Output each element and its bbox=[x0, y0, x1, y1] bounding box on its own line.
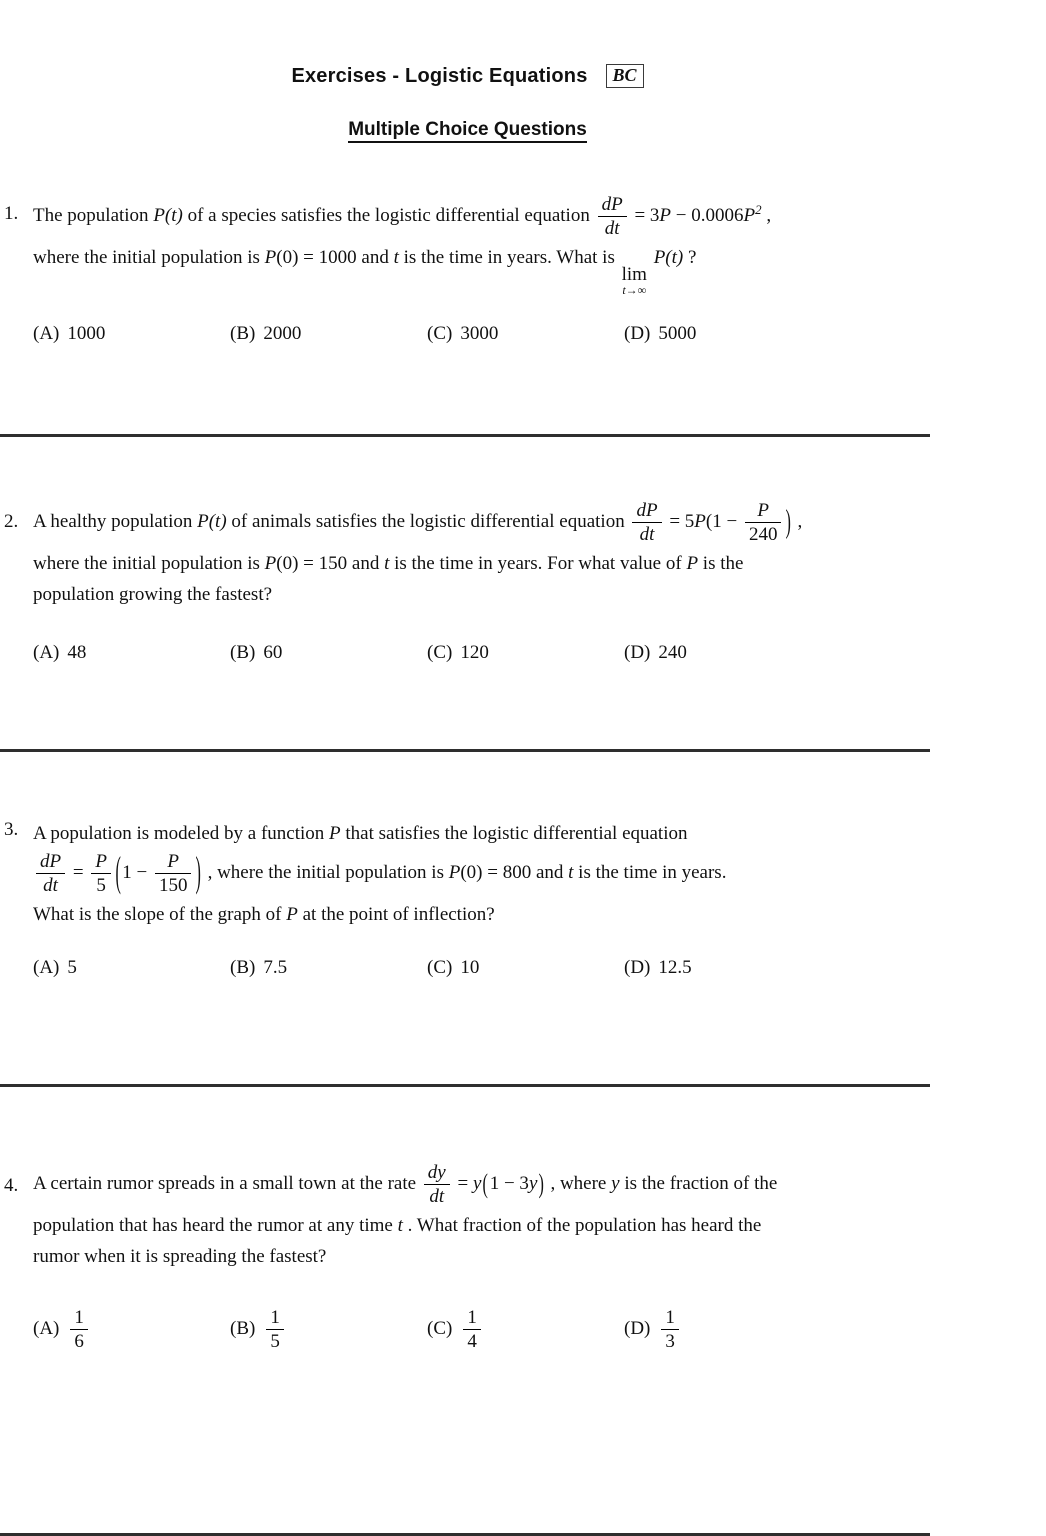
big-paren-icon: ( bbox=[482, 1169, 489, 1200]
fraction bbox=[630, 500, 663, 546]
math-variable: P(t) bbox=[197, 511, 227, 533]
math-variable: P bbox=[329, 823, 341, 844]
text-run: A population is modeled by a function bbox=[33, 823, 330, 844]
fraction bbox=[743, 500, 784, 546]
fraction-numerator: P bbox=[95, 851, 107, 872]
text-run: where the initial population is bbox=[33, 246, 265, 268]
fraction-denominator: 3 bbox=[661, 1329, 679, 1352]
big-paren-icon: ) bbox=[538, 1169, 545, 1200]
text-run: The population bbox=[33, 205, 154, 227]
fraction-numerator: dy bbox=[427, 1162, 446, 1183]
choice-value: 5 bbox=[67, 957, 77, 978]
page-subtitle: Multiple Choice Questions bbox=[348, 119, 587, 143]
choice-fraction bbox=[264, 1307, 286, 1353]
choice-value: 5000 bbox=[658, 323, 697, 344]
fraction-numerator: dP bbox=[636, 500, 658, 521]
fraction bbox=[153, 851, 194, 897]
math-variable: P bbox=[448, 862, 461, 884]
question-line bbox=[33, 498, 935, 548]
text-run: of animals satisfies the logistic differential equation bbox=[226, 511, 630, 533]
fraction-denominator: dt bbox=[36, 873, 65, 896]
text-run: , where bbox=[545, 1173, 612, 1195]
limit-operator: lim bbox=[621, 263, 647, 285]
fraction-denominator: 150 bbox=[155, 873, 192, 896]
question-2 bbox=[0, 498, 935, 610]
math-variable: P(t) bbox=[648, 246, 684, 268]
question-4 bbox=[0, 1160, 935, 1272]
math-variable: y bbox=[528, 1173, 538, 1195]
question-1 bbox=[0, 192, 935, 297]
choice-item bbox=[427, 956, 624, 979]
choice-label: (D) bbox=[624, 957, 651, 978]
math-variable: t bbox=[384, 552, 390, 574]
question-number: 4. bbox=[4, 1175, 19, 1196]
question-body bbox=[33, 818, 935, 930]
choice-value: 60 bbox=[263, 642, 283, 663]
fraction-numerator: 1 bbox=[270, 1307, 280, 1328]
question-line bbox=[33, 242, 935, 298]
math-variable: P bbox=[659, 205, 672, 227]
text-run: is the time in years. What is bbox=[398, 246, 620, 268]
question-line bbox=[33, 818, 935, 849]
text-run: rumor when it is spreading the fastest? bbox=[33, 1245, 327, 1267]
fraction bbox=[34, 851, 67, 897]
limit-subscript: t→∞ bbox=[622, 283, 647, 298]
question-line bbox=[33, 579, 935, 610]
text-run: . What fraction of the population has heard the bbox=[402, 1214, 762, 1236]
text-run: (0) = 150 and bbox=[276, 552, 385, 574]
choice-label: (A) bbox=[33, 1318, 60, 1340]
text-run: A certain rumor spreads in a small town at the rate bbox=[33, 1173, 421, 1195]
choice-item bbox=[230, 641, 427, 664]
choice-item bbox=[33, 322, 230, 345]
math-variable: t bbox=[397, 1214, 403, 1236]
choices-1 bbox=[33, 322, 935, 345]
question-number: 2. bbox=[4, 511, 19, 532]
fraction-denominator: 6 bbox=[70, 1329, 88, 1352]
choice-label: (D) bbox=[624, 323, 651, 344]
superscript: 2 bbox=[755, 201, 762, 217]
question-number: 3. bbox=[4, 819, 19, 840]
question-number: 1. bbox=[4, 203, 19, 224]
choices-3 bbox=[33, 956, 935, 979]
choice-label: (B) bbox=[230, 323, 256, 344]
choice-label: (C) bbox=[427, 1318, 453, 1340]
choice-fraction bbox=[461, 1307, 483, 1353]
choice-label: (A) bbox=[33, 642, 60, 663]
text-run: (0) = 1000 and bbox=[276, 246, 394, 268]
math-variable: P bbox=[686, 552, 699, 574]
choice-value: 12.5 bbox=[658, 957, 692, 978]
math-variable: P(t) bbox=[153, 205, 183, 227]
text-run: = 3 bbox=[629, 205, 660, 227]
text-run: is the bbox=[698, 552, 744, 574]
choice-item bbox=[427, 1305, 624, 1355]
choice-item bbox=[230, 322, 427, 345]
fraction-numerator: 1 bbox=[665, 1307, 675, 1328]
fraction-denominator: 240 bbox=[745, 522, 782, 545]
choice-value: 7.5 bbox=[263, 957, 288, 978]
fraction bbox=[89, 851, 113, 897]
text-run: of a species satisfies the logistic differential equation bbox=[182, 205, 595, 227]
question-line bbox=[33, 899, 935, 930]
fraction-denominator: 4 bbox=[463, 1329, 481, 1352]
question-line bbox=[33, 192, 935, 242]
math-variable: P bbox=[286, 903, 298, 925]
fraction-numerator: dP bbox=[601, 194, 623, 215]
fraction-numerator: 1 bbox=[467, 1307, 477, 1328]
question-line bbox=[33, 1160, 935, 1210]
choice-item bbox=[427, 641, 624, 664]
fraction bbox=[596, 194, 629, 240]
choice-label: (B) bbox=[230, 642, 256, 663]
text-run: at the point of inflection? bbox=[297, 903, 495, 925]
question-body bbox=[33, 498, 935, 610]
question-body bbox=[33, 1160, 935, 1272]
math-variable: t bbox=[568, 862, 574, 884]
choice-value: 10 bbox=[460, 957, 480, 978]
question-3 bbox=[0, 818, 935, 930]
choice-label: (C) bbox=[427, 957, 453, 978]
choice-value: 1000 bbox=[67, 323, 106, 344]
choice-fraction bbox=[68, 1307, 90, 1353]
text-run: = bbox=[68, 862, 89, 884]
fraction-denominator: dt bbox=[598, 216, 627, 239]
choice-item bbox=[230, 956, 427, 979]
text-run: What is the slope of the graph of bbox=[33, 903, 287, 925]
fraction-denominator: dt bbox=[632, 522, 661, 545]
math-variable: P bbox=[694, 511, 706, 533]
choice-item bbox=[624, 956, 935, 979]
fraction-denominator: 5 bbox=[266, 1329, 284, 1352]
choice-item bbox=[427, 322, 624, 345]
text-run: is the time in years. bbox=[573, 862, 727, 884]
fraction-numerator: P bbox=[167, 851, 180, 872]
fraction-numerator: dP bbox=[40, 851, 62, 872]
text-run: is the time in years. For what value of bbox=[389, 552, 687, 574]
divider bbox=[0, 434, 930, 437]
choices-2 bbox=[33, 641, 935, 664]
choice-value: 2000 bbox=[263, 323, 302, 344]
choice-value: 3000 bbox=[460, 323, 499, 344]
text-run: is the fraction of the bbox=[619, 1173, 778, 1195]
text-run: = bbox=[452, 1173, 473, 1195]
choice-value: 120 bbox=[460, 642, 489, 663]
choice-label: (D) bbox=[624, 642, 651, 663]
choice-label: (C) bbox=[427, 323, 453, 344]
text-run: 1 − bbox=[122, 862, 152, 884]
choice-item bbox=[33, 641, 230, 664]
question-body bbox=[33, 192, 935, 297]
question-line bbox=[33, 849, 935, 899]
title-row bbox=[0, 64, 935, 88]
choice-item bbox=[624, 641, 935, 664]
choice-item bbox=[230, 1305, 427, 1355]
choice-label: (A) bbox=[33, 323, 60, 344]
text-run: , bbox=[761, 205, 772, 227]
choice-fraction bbox=[659, 1307, 681, 1353]
choice-label: (D) bbox=[624, 1318, 651, 1340]
fraction-numerator: 1 bbox=[74, 1307, 84, 1328]
text-run: A healthy population bbox=[33, 511, 198, 533]
page-title: Exercises - Logistic Equations bbox=[291, 65, 588, 87]
text-run: , bbox=[792, 511, 803, 533]
choice-label: (B) bbox=[230, 1318, 256, 1340]
math-variable: P bbox=[264, 552, 277, 574]
math-variable: P bbox=[264, 246, 277, 268]
subtitle-row bbox=[0, 119, 935, 141]
bc-badge: BC bbox=[606, 64, 644, 88]
limit-notation bbox=[622, 265, 647, 298]
fraction-denominator: dt bbox=[424, 1184, 450, 1207]
text-run: ? bbox=[683, 246, 697, 268]
big-paren-icon: ) bbox=[195, 850, 202, 897]
text-run: (1 − bbox=[705, 511, 742, 533]
big-paren-icon: ) bbox=[785, 504, 792, 541]
text-run: , where the initial population is bbox=[202, 862, 449, 884]
choice-value: 48 bbox=[67, 642, 87, 663]
text-run: that satisfies the logistic differential equation bbox=[340, 823, 688, 844]
text-run: 1 − 3 bbox=[489, 1173, 529, 1195]
text-run: − 0.0006 bbox=[671, 205, 744, 227]
choice-item bbox=[33, 1305, 230, 1355]
divider bbox=[0, 749, 930, 752]
choice-item bbox=[33, 956, 230, 979]
choice-item bbox=[624, 322, 935, 345]
choice-label: (B) bbox=[230, 957, 256, 978]
text-run: (0) = 800 and bbox=[460, 862, 569, 884]
math-variable: P bbox=[743, 205, 756, 227]
divider bbox=[0, 1084, 930, 1087]
text-run: where the initial population is bbox=[33, 552, 265, 574]
choices-4 bbox=[33, 1305, 935, 1355]
text-run: population growing the fastest? bbox=[33, 583, 273, 605]
text-run: population that has heard the rumor at any time bbox=[33, 1214, 398, 1236]
text-run: = 5 bbox=[664, 511, 695, 533]
choice-value: 240 bbox=[658, 642, 687, 663]
fraction-numerator: P bbox=[757, 500, 769, 521]
choice-label: (A) bbox=[33, 957, 60, 978]
fraction-denominator: 5 bbox=[91, 873, 111, 896]
choice-item bbox=[624, 1305, 935, 1355]
math-variable: y bbox=[611, 1173, 620, 1195]
fraction bbox=[422, 1162, 452, 1208]
math-variable: t bbox=[393, 246, 399, 268]
choice-label: (C) bbox=[427, 642, 453, 663]
question-line bbox=[33, 1210, 935, 1241]
question-line bbox=[33, 548, 935, 579]
question-line bbox=[33, 1241, 935, 1272]
big-paren-icon: ( bbox=[115, 850, 121, 897]
math-variable: y bbox=[472, 1173, 482, 1195]
